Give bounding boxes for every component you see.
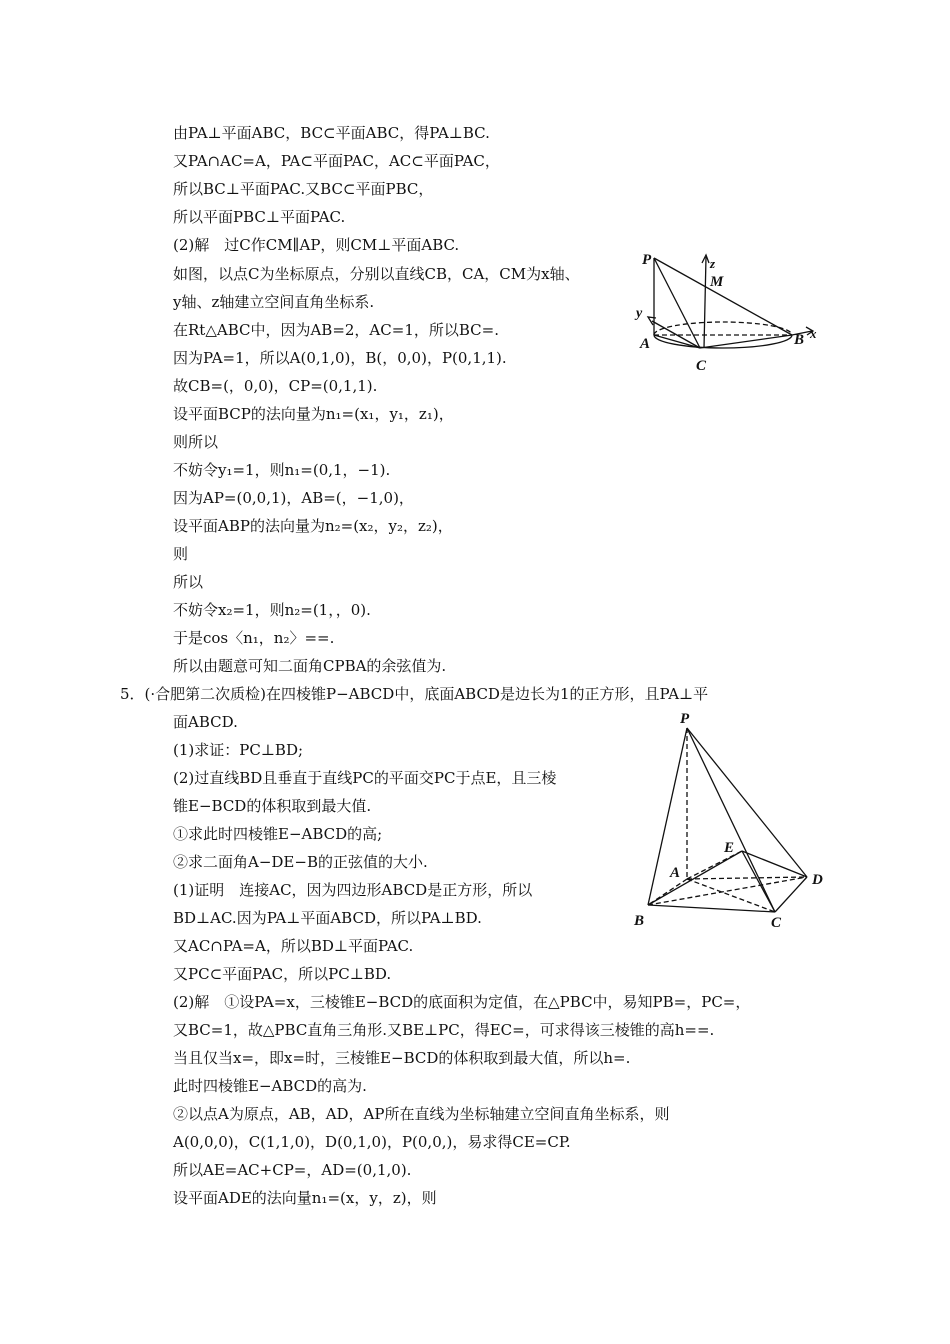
label-z: z	[710, 256, 716, 271]
text-line: 设平面ADE的法向量n₁=(x，y，z)，则	[173, 1189, 437, 1207]
text-line: 不妨令x₂=1，则n₂=(1，，0).	[173, 601, 371, 619]
text-line: 不妨令y₁=1，则n₁=(0,1，−1).	[173, 461, 391, 479]
label-B: B	[794, 332, 805, 348]
text-line: 所以由题意可知二面角CPBA的余弦值为.	[173, 657, 447, 675]
text-line: ②求二面角A−DE−B的正弦值的大小.	[173, 853, 428, 871]
text-line: 面ABCD.	[173, 713, 238, 731]
text-line: (1)求证：PC⊥BD;	[173, 741, 304, 759]
text-line: BD⊥AC.因为PA⊥平面ABCD，所以PA⊥BD.	[173, 909, 482, 927]
text-line: 又BC=1，故△PBC直角三角形.又BE⊥PC，得EC=，可求得该三棱锥的高h==.	[173, 1021, 715, 1039]
text-line: 因为AP=(0,0,1)，AB=(，−1,0)，	[173, 489, 414, 507]
text-line: 因为PA=1，所以A(0,1,0)，B(，0,0)，P(0,1,1).	[173, 349, 507, 367]
text-line: 所以	[173, 573, 204, 591]
label-C: C	[771, 915, 782, 931]
text-line: (2)解 过C作CM∥AP，则CM⊥平面ABC.	[173, 236, 460, 254]
text-line: 由PA⊥平面ABC，BC⊂平面ABC，得PA⊥BC.	[173, 124, 490, 142]
text-line: 则所以	[173, 433, 219, 451]
text-line: 设平面BCP的法向量为n₁=(x₁，y₁，z₁)，	[173, 405, 454, 423]
text-line: y轴、z轴建立空间直角坐标系.	[173, 293, 375, 311]
text-line: 又PC⊂平面PAC，所以PC⊥BD.	[173, 965, 392, 983]
text-line: 设平面ABP的法向量为n₂=(x₂，y₂，z₂)，	[173, 517, 453, 535]
label-A: A	[670, 865, 681, 881]
label-P: P	[642, 252, 652, 268]
text-line: 所以BC⊥平面PAC.又BC⊂平面PBC，	[173, 180, 434, 198]
text-line: ②以点A为原点，AB，AD，AP所在直线为坐标轴建立空间直角坐标系，则	[173, 1105, 670, 1123]
figure-coordinate-system	[630, 245, 830, 385]
text-line: 则	[173, 545, 189, 563]
figure-pyramid	[630, 705, 840, 935]
text-line: 所以AE=AC+CP=，AD=(0,1,0).	[173, 1161, 412, 1179]
text-line: 故CB=(，0,0)，CP=(0,1,1).	[173, 377, 378, 395]
text-line: (1)证明 连接AC，因为四边形ABCD是正方形，所以	[173, 881, 533, 899]
label-E: E	[724, 840, 735, 856]
text-line: (2)解 ①设PA=x，三棱锥E−BCD的底面积为定值，在△PBC中，易知PB=，PC=，	[173, 993, 751, 1011]
text-line: 此时四棱锥E−ABCD的高为.	[173, 1077, 367, 1095]
text-line: ①求此时四棱锥E−ABCD的高;	[173, 825, 383, 843]
problem-5-line: 5．(·合肥第二次质检)在四棱锥P−ABCD中，底面ABCD是边长为1的正方形，且PA⊥平	[120, 685, 709, 703]
text-line: 于是cos〈n₁，n₂〉==.	[173, 629, 335, 647]
text-line: 又AC∩PA=A，所以BD⊥平面PAC.	[173, 937, 414, 955]
label-C: C	[696, 358, 707, 374]
label-x: x	[810, 326, 817, 341]
text-line: 在Rt△ABC中，因为AB=2，AC=1，所以BC=.	[173, 321, 499, 339]
text-line: 锥E−BCD的体积取到最大值.	[173, 797, 372, 815]
text-line: 如图，以点C为坐标原点，分别以直线CB，CA，CM为x轴、	[173, 265, 580, 283]
text-line: (2)过直线BD且垂直于直线PC的平面交PC于点E，且三棱	[173, 769, 557, 787]
text-line: 所以平面PBC⊥平面PAC.	[173, 208, 346, 226]
label-M: M	[710, 274, 724, 290]
text-line: 当且仅当x=，即x=时，三棱锥E−BCD的体积取到最大值，所以h=.	[173, 1049, 631, 1067]
text-line: 又PA∩AC=A，PA⊂平面PAC，AC⊂平面PAC，	[173, 152, 500, 170]
label-y: y	[636, 306, 643, 321]
label-A: A	[640, 336, 651, 352]
label-D: D	[812, 872, 823, 888]
label-P: P	[680, 711, 690, 727]
text-line: A(0,0,0)，C(1,1,0)，D(0,1,0)，P(0,0,)，易求得CE=CP.	[173, 1133, 571, 1151]
label-B: B	[634, 913, 645, 929]
